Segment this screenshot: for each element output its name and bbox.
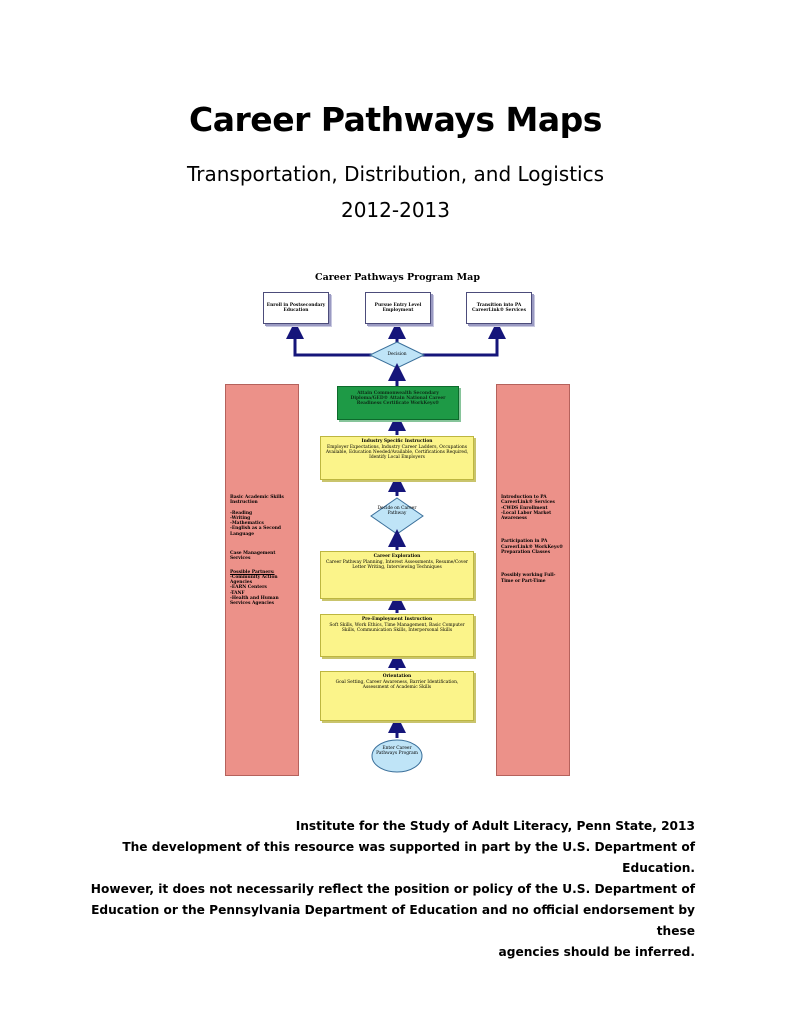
footer-line-4: Education or the Pennsylvania Department of Education and no official endorsement by these bbox=[91, 903, 695, 938]
intro-careerlink-section bbox=[501, 495, 565, 521]
career-exploration-box bbox=[320, 551, 474, 599]
partners-title: Possible Partners: bbox=[230, 569, 275, 575]
connector-right-outcome bbox=[421, 330, 497, 355]
case-management: Case Management Services bbox=[230, 550, 276, 562]
footer bbox=[55, 816, 695, 963]
partners-item: -Community Action Agencies bbox=[230, 574, 278, 586]
document-subtitle: Transportation, Distribution, and Logistics bbox=[186, 162, 605, 186]
map-title: Career Pathways Program Map bbox=[315, 272, 480, 283]
industry-instruction-box bbox=[320, 436, 474, 480]
document-years: 2012-2013 bbox=[340, 198, 450, 222]
footer-line-5: agencies should be inferred. bbox=[498, 945, 695, 959]
pre-employment-body: Soft Skills, Work Ethics, Time Management, Basic Computer Skills, Communication Skills, Interpersonal Skills bbox=[329, 623, 465, 634]
partners-item: -TANF bbox=[230, 590, 245, 596]
basic-skills-item: -Writing bbox=[230, 515, 251, 521]
credential-box: Attain Commonwealth Secondary Diploma/GED® Attain National Career Readiness Certificate WorkKeys® bbox=[337, 386, 459, 420]
orientation-box bbox=[320, 671, 474, 721]
left-panel bbox=[225, 384, 299, 776]
partners-item: -Health and Human Services Agencies bbox=[230, 595, 279, 607]
career-exploration-body: Career Pathway Planning, Interest Assessments, Resume/Cover Letter Writing, Interviewing Techniques bbox=[325, 560, 469, 571]
partners-item: -EARN Centers bbox=[230, 585, 267, 591]
intro-careerlink-title: Introduction to PA CareerLink® Services bbox=[501, 495, 555, 506]
orientation-body: Goal Setting, Career Awareness, Barrier Identification, Assessment of Academic Skills bbox=[335, 680, 459, 691]
outcome-enroll-postsecondary: Enroll in Postsecondary Education bbox=[263, 292, 329, 324]
orientation-title: Orientation bbox=[382, 674, 412, 679]
basic-skills-item: -English as a Second Language bbox=[230, 526, 282, 537]
partners-section bbox=[230, 570, 294, 607]
workkeys-participation: Participation in PA CareerLink® WorkKeys® Preparation Classes bbox=[501, 539, 564, 555]
footer-line-3: However, it does not necessarily reflect the position or policy of the U.S. Department of bbox=[90, 882, 695, 896]
outcome-transition-careerlink: Transition into PA CareerLink® Services bbox=[466, 292, 532, 324]
footer-line-1: Institute for the Study of Adult Literacy, Penn State, 2013 bbox=[295, 819, 695, 833]
intro-careerlink-item: -CWDS Enrollment bbox=[501, 505, 548, 511]
industry-instruction-body: Employer Expectations, Industry Career Ladders, Occupations Available, Education Needed/Available, Certifications Required, Identify Local Employers bbox=[325, 445, 469, 461]
decision-label: Decision bbox=[387, 352, 407, 357]
connector-left-outcome bbox=[295, 330, 373, 355]
pre-employment-box bbox=[320, 614, 474, 657]
document-title: Career Pathways Maps bbox=[189, 100, 602, 139]
footer-line-2: The development of this resource was supported in part by the U.S. Department of Education. bbox=[122, 840, 695, 875]
intro-careerlink-item: -Local Labor Market Awareness bbox=[501, 510, 552, 522]
possibly-working: Possibly working Full-Time or Part-Time bbox=[501, 573, 556, 584]
industry-instruction-title: Industry Specific Instruction bbox=[361, 439, 433, 444]
career-pathway-decision-label: Decide on Career Pathway bbox=[377, 506, 417, 517]
basic-skills-item: -Mathematics bbox=[230, 521, 264, 527]
entry-label: Enter Career Pathways Program bbox=[376, 746, 418, 757]
pre-employment-title: Pre-Employment Instruction bbox=[361, 617, 433, 622]
basic-skills-item: -Reading bbox=[230, 510, 253, 516]
basic-skills-section bbox=[230, 495, 294, 537]
career-exploration-title: Career Exploration bbox=[373, 554, 421, 559]
outcome-pursue-employment: Pursue Entry Level Employment bbox=[365, 292, 431, 324]
basic-skills-title: Basic Academic Skills Instruction bbox=[230, 495, 284, 506]
career-pathways-program-map bbox=[225, 268, 570, 778]
right-panel bbox=[496, 384, 570, 776]
